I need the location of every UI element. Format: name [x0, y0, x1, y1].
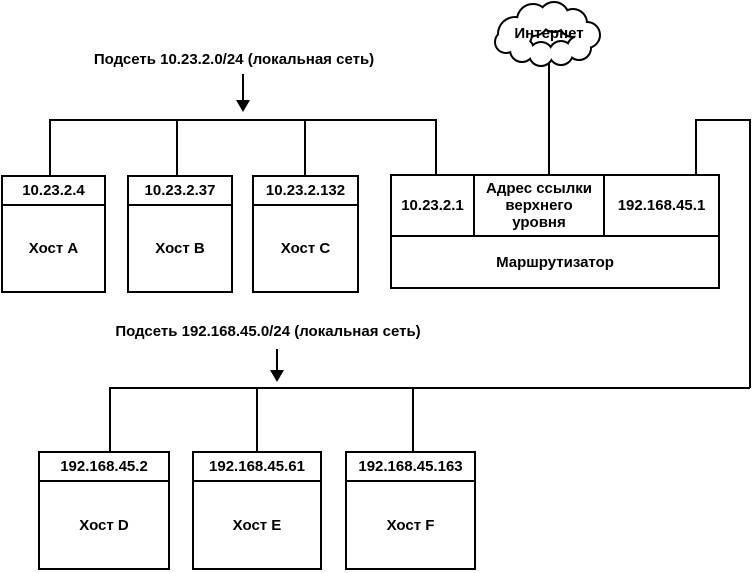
- host-box-b: [127, 175, 233, 293]
- host-c-ip: 10.23.2.132: [254, 177, 357, 206]
- router-uplink-label: Адрес ссылки верхнего уровня: [486, 180, 592, 231]
- host-box-c: [252, 175, 359, 293]
- subnet1-arrow-icon: [236, 74, 250, 112]
- host-b-ip: 10.23.2.37: [129, 177, 231, 206]
- host-e-name: Хост E: [232, 516, 282, 534]
- router-left-interface: 10.23.2.1: [392, 176, 475, 235]
- host-box-f: [345, 451, 476, 570]
- router-right-interface: 192.168.45.1: [617, 197, 706, 214]
- host-f-ip: 192.168.45.163: [347, 453, 474, 482]
- subnet2-bus-wire: [110, 388, 750, 451]
- host-d-name: Хост D: [79, 516, 129, 534]
- host-e-ip: 192.168.45.61: [194, 453, 320, 482]
- internet-label: Интернет: [514, 25, 584, 42]
- host-f-name: Хост F: [386, 516, 435, 534]
- host-d-ip: 192.168.45.2: [40, 453, 168, 482]
- subnet2-label: Подсеть 192.168.45.0/24 (локальная сеть): [115, 323, 421, 340]
- subnet2-arrow-icon: [270, 349, 284, 382]
- router-interface-row: [392, 176, 718, 237]
- host-c-name: Хост C: [280, 240, 331, 257]
- router-name: Маршрутизатор: [496, 253, 614, 271]
- router-uplink-cell: [475, 176, 605, 235]
- host-box-e: [192, 451, 322, 570]
- subnet1-label: Подсеть 10.23.2.0/24 (локальная сеть): [93, 51, 375, 68]
- host-a-ip: 10.23.2.4: [3, 177, 104, 206]
- host-box-d: [38, 451, 170, 570]
- host-a-name: Хост A: [28, 240, 79, 257]
- host-box-a: [1, 175, 106, 293]
- subnet1-bus-wire: [50, 120, 436, 175]
- router-box: [390, 174, 720, 289]
- host-b-name: Хост B: [155, 240, 205, 257]
